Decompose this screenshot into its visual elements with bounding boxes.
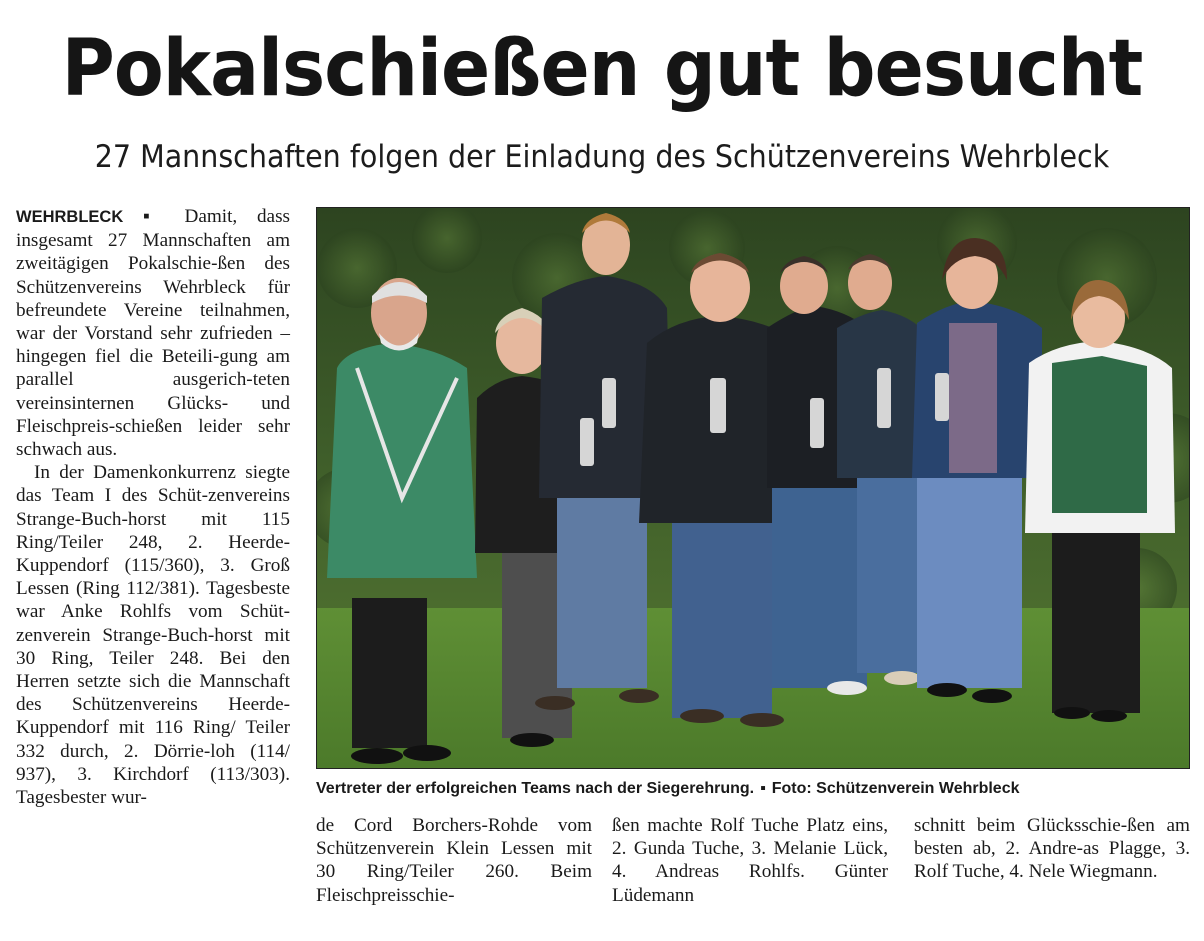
article-column-4: schnitt beim Glücksschie-ßen am besten ab, 2. Andre-as Plagge, 3. Rolf Tuche, 4. Nele Wiegmann. — [914, 815, 1190, 883]
article-column-2: de Cord Borchers-Rohde vom Schützenverein Klein Lessen mit 30 Ring/Teiler 260. Beim Fleischpreisschie- — [316, 815, 592, 906]
photo-credit: Foto: Schützenverein Wehrbleck — [771, 780, 1020, 797]
paragraph-1-text: Damit, dass insgesamt 27 Mannschaften am zweitägigen Pokalschie-ßen des Schützenvereins Wehrbleck für befreundete Vereine teilnahmen, war der Vorstand sehr zufrieden – hingegen fiel die Beteili-gung am parallel ausgerich-teten vereinsinternen Glücks- und Fleischpreis-schießen leider sehr schwach aus. — [16, 206, 290, 461]
dateline-separator: ▪ — [142, 206, 165, 227]
headline: Pokalschießen gut besucht — [61, 24, 1143, 114]
article-paragraph-1 — [16, 205, 290, 461]
article-column-3: ßen machte Rolf Tuche Platz eins, 2. Gunda Tuche, 3. Melanie Lück, 4. Andreas Rohlfs. Günter Lüdemann — [612, 815, 888, 906]
article-paragraph-2: In der Damenkonkurrenz siegte das Team I des Schüt-zenvereins Strange-Buch-horst mit 115 Ring/Teiler 248, 2. Heerde-Kuppendorf (115/360), 3. Groß Lessen (Ring 112/381). Tagesbeste war Anke Rohlfs vom Schüt-zenverein Strange-Buch-horst mit 30 Ring, Teiler 248. Bei den Herren setzte sich die Mannschaft des Schützenvereins Heerde-Kuppendorf mit 116 Ring/ Teiler 332 durch, 2. Dörrie-loh (114/ 937), 3. Kirchdorf (113/303). Tagesbester wur- — [16, 462, 290, 809]
dateline: WEHRBLECK — [16, 208, 124, 226]
photo-caption — [316, 779, 1196, 799]
article-column-1 — [16, 205, 290, 809]
team-photo — [316, 207, 1190, 769]
caption-text: Vertreter der erfolgreichen Teams nach der Siegerehrung. — [316, 780, 755, 797]
subheadline: 27 Mannschaften folgen der Einladung des Schützenvereins Wehrbleck — [94, 139, 1110, 175]
caption-separator: ▪ — [760, 780, 766, 797]
